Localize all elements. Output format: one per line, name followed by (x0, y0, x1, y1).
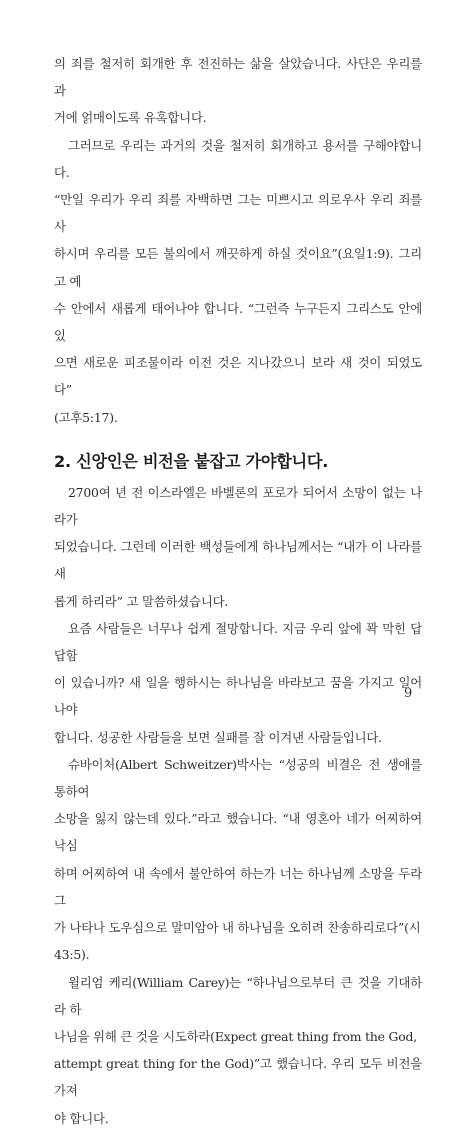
paragraph-repentance-intro: 의 죄를 철저히 회개한 후 전진하는 삶을 살았습니다. 사단은 우리를 과 거에 얽매이도록 유혹합니다. (54, 56, 422, 126)
page-body (54, 50, 422, 1132)
paragraph-israel: 2700여 년 전 이스라엘은 바벨론의 포로가 되어서 소망이 없는 나라가 되었습니다. 그런데 이러한 백성들에게 하나님께서는 “내가 이 나라를 새 롭게 하리라” 고 말씀하셨습니다. (54, 484, 422, 609)
paragraph-repentance: 그러므로 우리는 과거의 것을 철저히 회개하고 용서를 구해야합니다. “만일 우리가 우리 죄를 자백하면 그는 미쁘시고 의로우사 우리 죄를 사 하시며 우리를 모든 불의에서 깨끗하게 하실 것이요”(요일1:9). 그리고 예 수 안에서 새롭게 태어나야 합니다. “그런즉 누구든지 그리스도 안에 있 으면 새로운 피조물이라 이전 것은 지나갔으니 보라 새 것이 되었도다” (고후5:17). (54, 137, 422, 425)
paragraph-despair: 요즘 사람들은 너무나 쉽게 절망합니다. 지금 우리 앞에 꽉 막힌 답답함 이 있습니까? 새 일을 행하시는 하나님을 바라보고 꿈을 가지고 일어나야 합니다. 성공한 사람들을 보면 실패를 잘 이겨낸 사람들입니다. (54, 620, 422, 745)
paragraph-schweitzer: 슈바이처(Albert Schweitzer)박사는 “성공의 비결은 전 생애를 통하여 소망을 잃지 않는데 있다.”라고 했습니다. “내 영혼아 네가 어찌하여 낙심 하며 어찌하여 내 속에서 불안하여 하는가 너는 하나님께 소망을 두라 그 가 나타나 도우심으로 말미암아 내 하나님을 오히려 찬송하리로다”(시 43:5). (54, 756, 422, 963)
paragraph-carey: 윌리엄 케리(William Carey)는 “하나님으로부터 큰 것을 기대하라 하 나님을 위해 큰 것을 시도하라(Expect great thing from the God, attempt great thing for the God)”고 했습니다. 우리 모두 비전을 가져 야 합니다. (54, 974, 422, 1126)
page-number: 9 (404, 686, 413, 701)
section-heading: 2. 신앙인은 비전을 붙잡고 가야합니다. (54, 451, 329, 471)
